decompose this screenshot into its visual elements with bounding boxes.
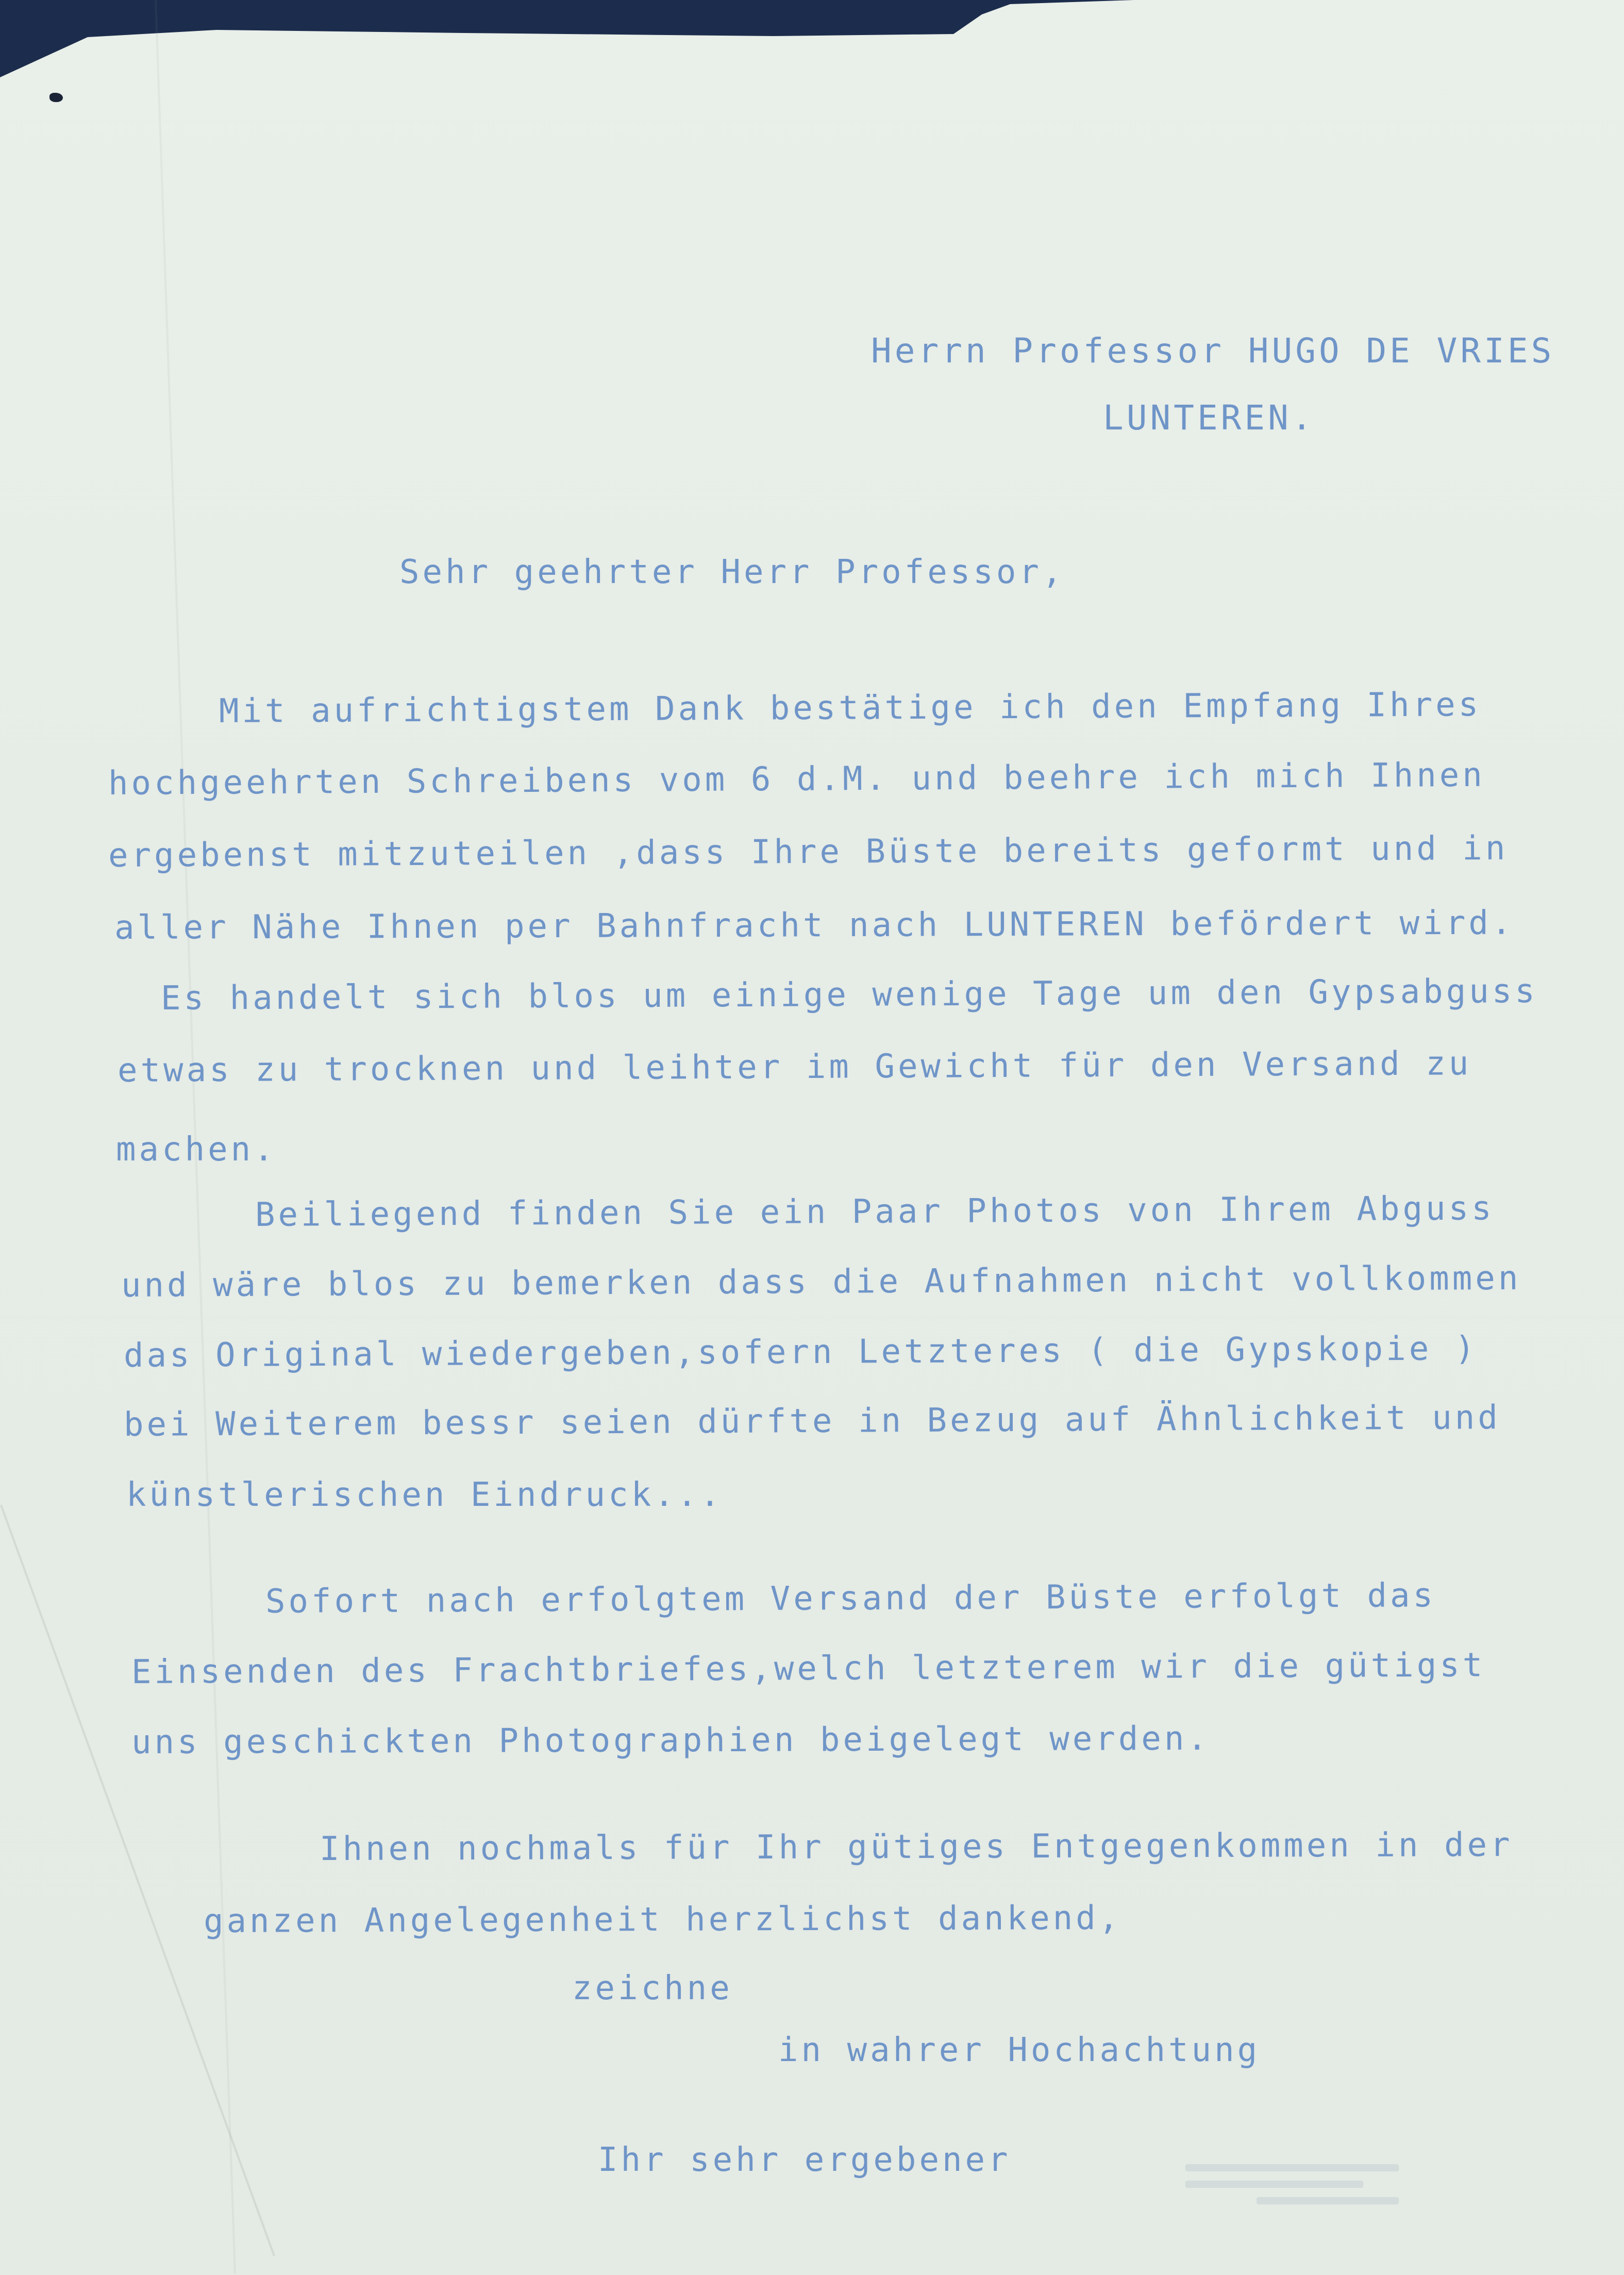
body-line: uns geschickten Photographien beigelegt werden. xyxy=(131,1719,1211,1762)
body-line: aller Nähe Ihnen per Bahnfracht nach LUNTEREN befördert wird. xyxy=(114,904,1515,947)
body-line: Ihnen nochmals für Ihr gütiges Entgegenkommen in der xyxy=(319,1825,1513,1868)
closing-line: zeichne xyxy=(572,1969,733,2007)
body-line: etwas zu trocknen und leihter im Gewicht für den Versand zu xyxy=(117,1044,1472,1090)
body-line: machen. xyxy=(116,1131,277,1169)
faded-stamp-mark xyxy=(1185,2155,1422,2253)
body-line: und wäre blos zu bemerken dass die Aufnahmen nicht vollkommen xyxy=(121,1259,1521,1305)
body-line: Es handelt sich blos um einige wenige Tage um den Gypsabguss xyxy=(160,972,1538,1018)
body-line: hochgeehrten Schreibens vom 6 d.M. und beehre ich mich Ihnen xyxy=(108,756,1486,803)
body-line: das Original wiedergeben,sofern Letzteres ( die Gypskopie ) xyxy=(123,1330,1478,1375)
salutation: Sehr geehrter Herr Professor, xyxy=(399,553,1065,591)
body-line: Beiliegend finden Sie ein Paar Photos von Ihrem Abguss xyxy=(255,1189,1495,1234)
body-line: ganzen Angelegenheit herzlichst dankend, xyxy=(203,1899,1122,1940)
body-line: künstlerischen Eindruck... xyxy=(126,1476,723,1514)
closing-line: in wahrer Hochachtung xyxy=(778,2031,1261,2069)
closing-line: Ihr sehr ergebener xyxy=(598,2141,1011,2179)
body-line: bei Weiterem bessr seien dürfte in Bezug auf Ähnlichkeit und xyxy=(123,1399,1501,1444)
body-line: ergebenst mitzuteilen ,dass Ihre Büste bereits geformt und in xyxy=(108,829,1509,875)
recipient-name-line: Herrn Professor HUGO DE VRIES xyxy=(871,331,1555,371)
body-line: Sofort nach erfolgtem Versand der Büste erfolgt das xyxy=(265,1576,1436,1621)
body-line: Mit aufrichtigstem Dank bestätige ich den Empfang Ihres xyxy=(219,686,1482,730)
body-line: Einsenden des Frachtbriefes,welch letzterem wir die gütigst xyxy=(131,1646,1486,1691)
recipient-city-line: LUNTEREN. xyxy=(1103,398,1315,438)
